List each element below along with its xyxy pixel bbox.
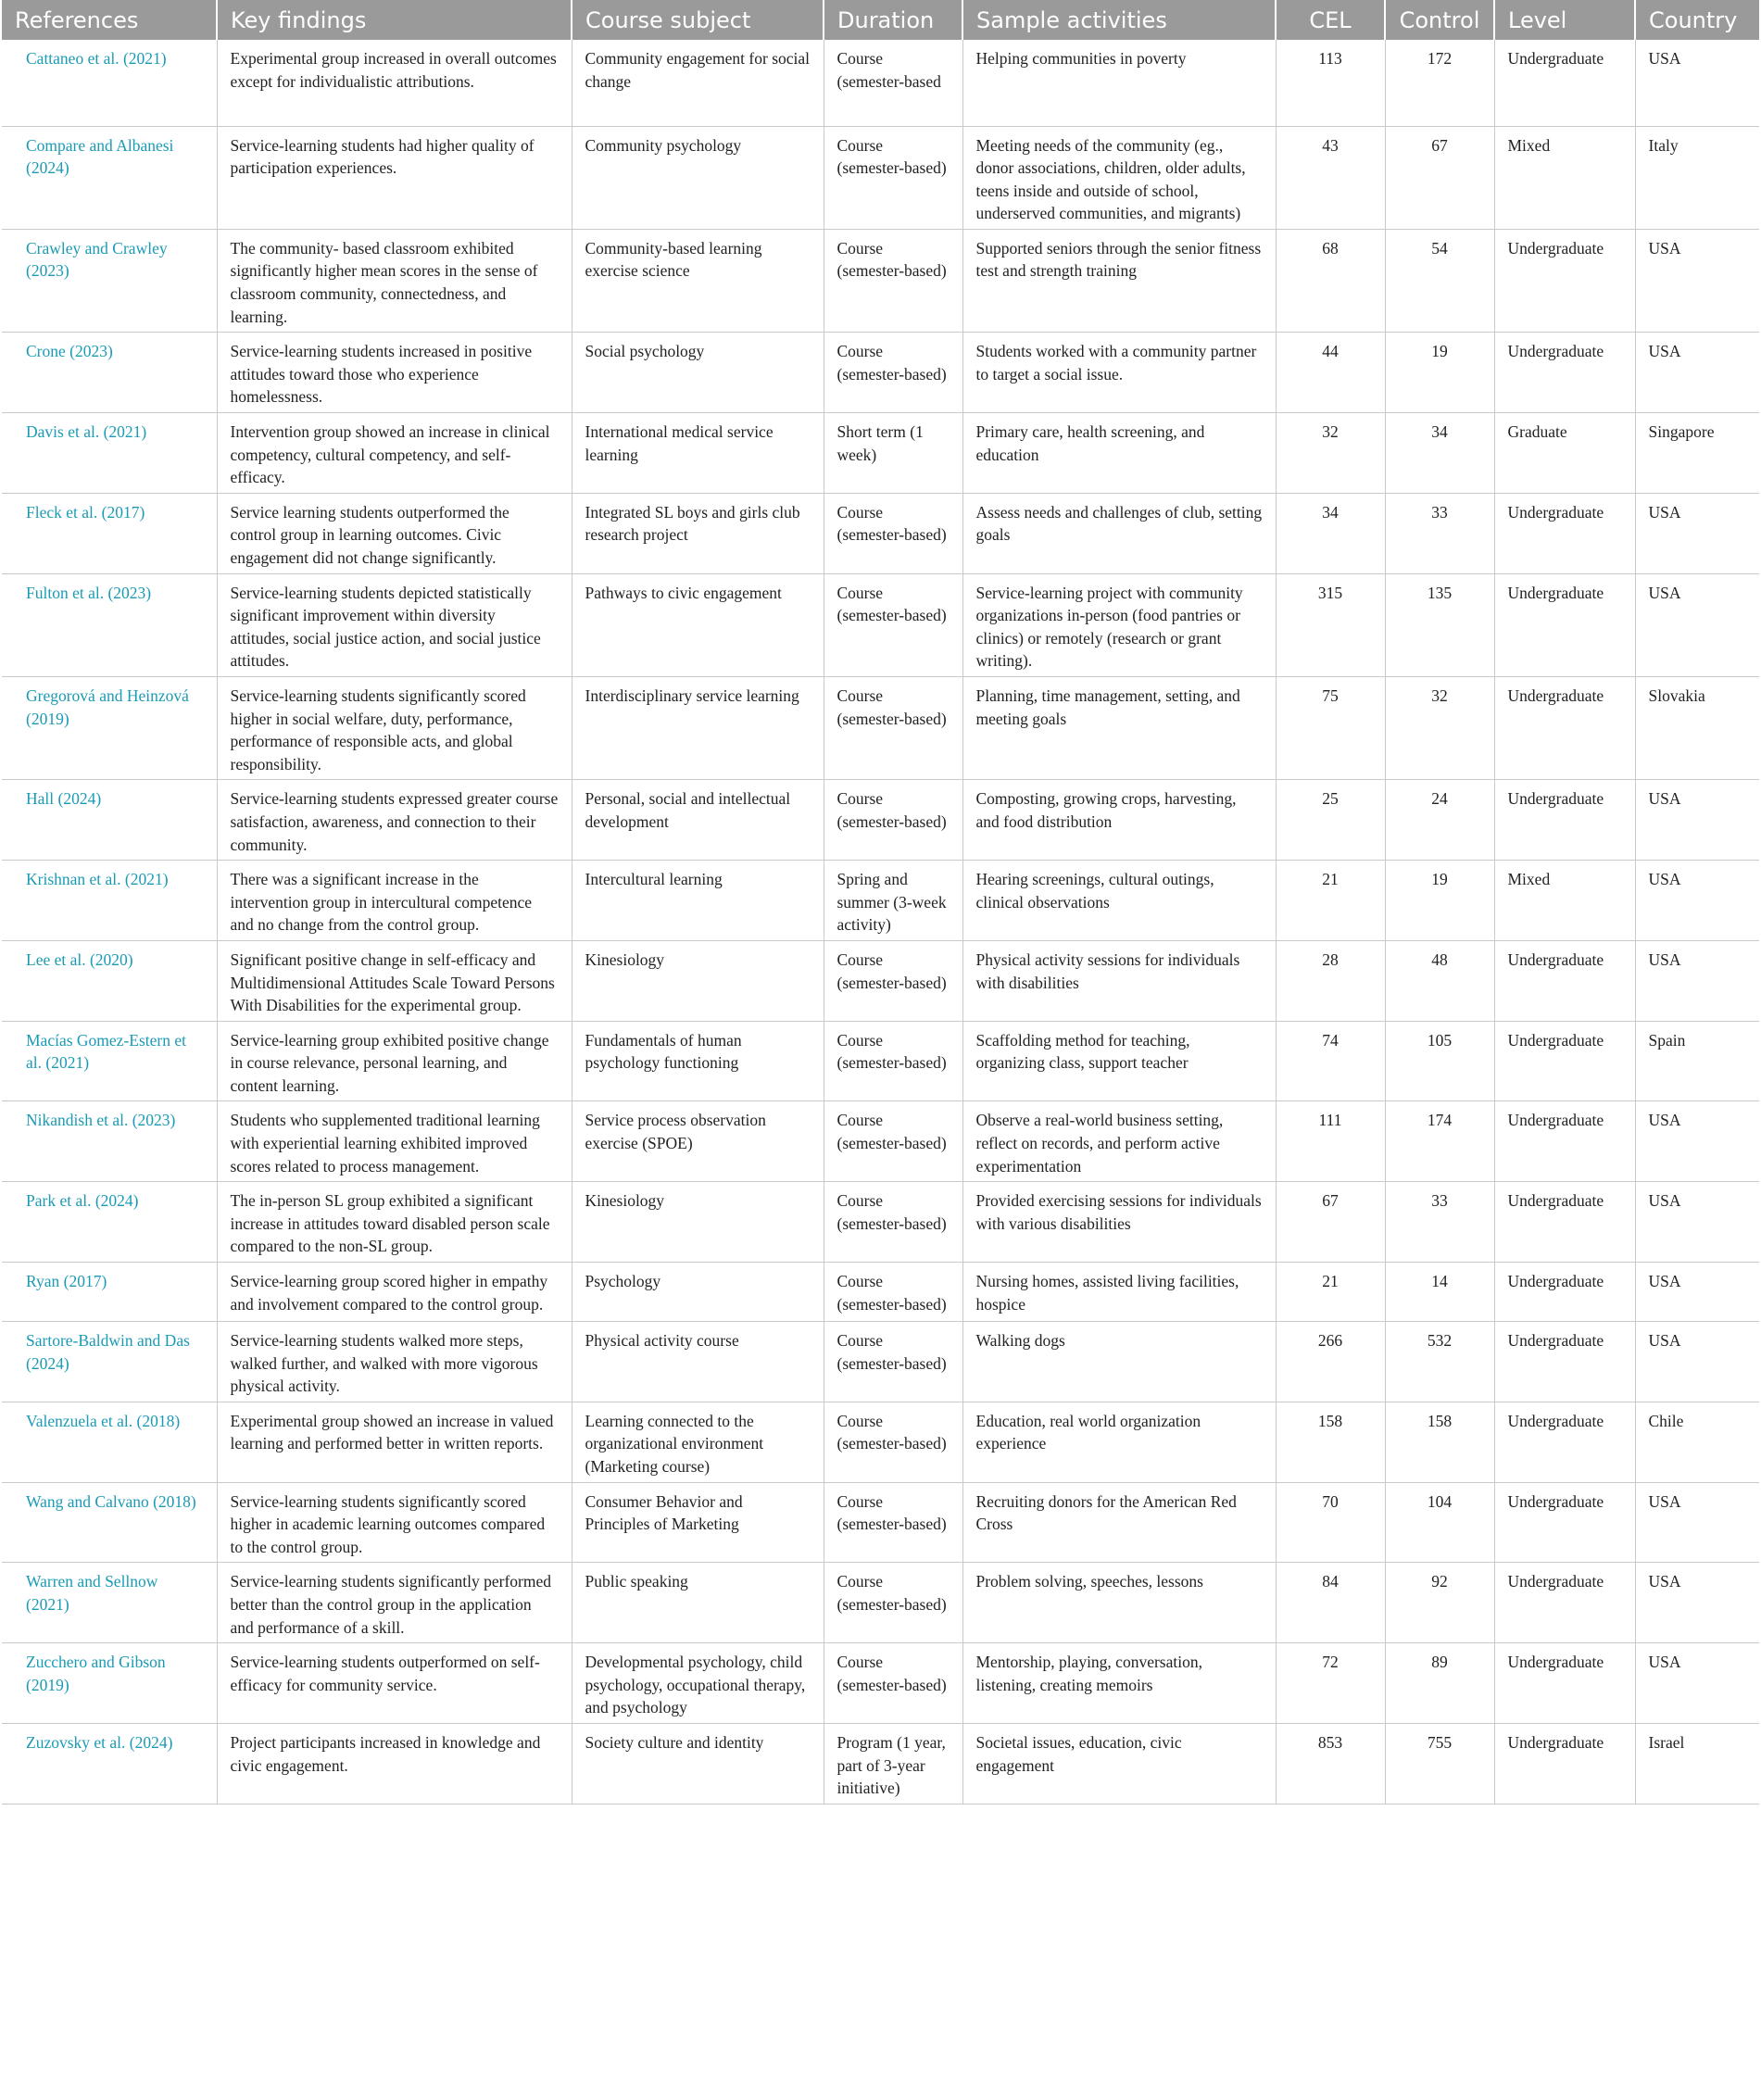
level-cell: Undergraduate [1494,1101,1635,1182]
duration-cell: Course (semester-based) [824,333,962,413]
country-cell: Italy [1635,126,1759,229]
table-row [2,676,1759,779]
level-cell: Undergraduate [1494,1482,1635,1563]
reference-link[interactable]: Zuzovsky et al. (2024) [2,1723,217,1804]
course-subject-cell: Kinesiology [572,940,824,1021]
studies-table-container [2,0,1759,1804]
header-key-findings: Key findings [217,0,572,40]
country-cell: USA [1635,1643,1759,1724]
sample-activities-cell: Mentorship, playing, conversation, listening, creating memoirs [962,1643,1276,1724]
reference-link[interactable]: Lee et al. (2020) [2,940,217,1021]
header-level: Level [1494,0,1635,40]
header-sample-activities: Sample activities [962,0,1276,40]
duration-cell: Course (semester-based [824,40,962,126]
duration-cell: Course (semester-based) [824,676,962,779]
table-row [2,861,1759,941]
reference-link[interactable]: Crawley and Crawley (2023) [2,229,217,332]
header-control: Control [1385,0,1494,40]
key-findings-cell: Service-learning students walked more steps, walked further, and walked with more vigorous physical activity. [217,1322,572,1402]
course-subject-cell: Society culture and identity [572,1723,824,1804]
cel-count-cell: 84 [1276,1563,1385,1643]
level-cell: Mixed [1494,126,1635,229]
key-findings-cell: Project participants increased in knowledge and civic engagement. [217,1723,572,1804]
control-count-cell: 24 [1385,780,1494,861]
course-subject-cell: Psychology [572,1263,824,1322]
cel-count-cell: 32 [1276,413,1385,494]
sample-activities-cell: Students worked with a community partner to target a social issue. [962,333,1276,413]
key-findings-cell: Service-learning group exhibited positive change in course relevance, personal learning, and content learning. [217,1021,572,1101]
cel-count-cell: 111 [1276,1101,1385,1182]
control-count-cell: 135 [1385,573,1494,676]
reference-link[interactable]: Fulton et al. (2023) [2,573,217,676]
cel-count-cell: 75 [1276,676,1385,779]
cel-count-cell: 70 [1276,1482,1385,1563]
course-subject-cell: Physical activity course [572,1322,824,1402]
table-row [2,1322,1759,1402]
table-row [2,1563,1759,1643]
level-cell: Undergraduate [1494,676,1635,779]
level-cell: Undergraduate [1494,1182,1635,1263]
level-cell: Graduate [1494,413,1635,494]
level-cell: Undergraduate [1494,1563,1635,1643]
course-subject-cell: Community psychology [572,126,824,229]
cel-count-cell: 113 [1276,40,1385,126]
sample-activities-cell: Planning, time management, setting, and meeting goals [962,676,1276,779]
table-row [2,573,1759,676]
header-row [2,0,1759,40]
control-count-cell: 532 [1385,1322,1494,1402]
sample-activities-cell: Physical activity sessions for individuals with disabilities [962,940,1276,1021]
control-count-cell: 14 [1385,1263,1494,1322]
duration-cell: Course (semester-based) [824,229,962,332]
key-findings-cell: Students who supplemented traditional learning with experiential learning exhibited improved scores related to process management. [217,1101,572,1182]
header-cel: CEL [1276,0,1385,40]
course-subject-cell: Fundamentals of human psychology functioning [572,1021,824,1101]
control-count-cell: 19 [1385,333,1494,413]
level-cell: Undergraduate [1494,1643,1635,1724]
level-cell: Undergraduate [1494,40,1635,126]
course-subject-cell: Community engagement for social change [572,40,824,126]
control-count-cell: 89 [1385,1643,1494,1724]
key-findings-cell: Service-learning students expressed greater course satisfaction, awareness, and connection to their community. [217,780,572,861]
control-count-cell: 33 [1385,1182,1494,1263]
key-findings-cell: The community- based classroom exhibited significantly higher mean scores in the sense of classroom community, connectedness, and learning. [217,229,572,332]
reference-link[interactable]: Gregorová and Heinzová (2019) [2,676,217,779]
header-country: Country [1635,0,1759,40]
control-count-cell: 755 [1385,1723,1494,1804]
country-cell: USA [1635,861,1759,941]
level-cell: Undergraduate [1494,573,1635,676]
table-row [2,1263,1759,1322]
sample-activities-cell: Hearing screenings, cultural outings, clinical observations [962,861,1276,941]
sample-activities-cell: Nursing homes, assisted living facilities, hospice [962,1263,1276,1322]
control-count-cell: 92 [1385,1563,1494,1643]
sample-activities-cell: Societal issues, education, civic engagement [962,1723,1276,1804]
country-cell: Slovakia [1635,676,1759,779]
table-row [2,940,1759,1021]
key-findings-cell: There was a significant increase in the intervention group in intercultural competence and no change from the control group. [217,861,572,941]
control-count-cell: 158 [1385,1402,1494,1482]
course-subject-cell: Community-based learning exercise science [572,229,824,332]
course-subject-cell: Consumer Behavior and Principles of Marketing [572,1482,824,1563]
sample-activities-cell: Primary care, health screening, and education [962,413,1276,494]
table-row [2,333,1759,413]
reference-link[interactable]: Macías Gomez-Estern et al. (2021) [2,1021,217,1101]
reference-link[interactable]: Fleck et al. (2017) [2,493,217,573]
control-count-cell: 54 [1385,229,1494,332]
duration-cell: Course (semester-based) [824,1402,962,1482]
duration-cell: Course (semester-based) [824,940,962,1021]
course-subject-cell: Service process observation exercise (SPOE) [572,1101,824,1182]
cel-count-cell: 68 [1276,229,1385,332]
cel-count-cell: 44 [1276,333,1385,413]
sample-activities-cell: Problem solving, speeches, lessons [962,1563,1276,1643]
reference-link[interactable]: Cattaneo et al. (2021) [2,40,217,126]
table-row [2,1482,1759,1563]
country-cell: USA [1635,573,1759,676]
duration-cell: Course (semester-based) [824,780,962,861]
control-count-cell: 105 [1385,1021,1494,1101]
country-cell: USA [1635,1322,1759,1402]
table-row [2,229,1759,332]
duration-cell: Short term (1 week) [824,413,962,494]
duration-cell: Course (semester-based) [824,1322,962,1402]
sample-activities-cell: Composting, growing crops, harvesting, and food distribution [962,780,1276,861]
key-findings-cell: Service-learning students depicted statistically significant improvement within diversity attitudes, social justice action, and social justice attitudes. [217,573,572,676]
duration-cell: Program (1 year, part of 3-year initiative) [824,1723,962,1804]
cel-count-cell: 21 [1276,861,1385,941]
course-subject-cell: International medical service learning [572,413,824,494]
reference-link[interactable]: Hall (2024) [2,780,217,861]
cel-count-cell: 158 [1276,1402,1385,1482]
sample-activities-cell: Assess needs and challenges of club, setting goals [962,493,1276,573]
sample-activities-cell: Service-learning project with community organizations in-person (food pantries or clinics) or remotely (research or grant writing). [962,573,1276,676]
table-body [2,40,1759,1804]
key-findings-cell: The in-person SL group exhibited a significant increase in attitudes toward disabled person scale compared to the non-SL group. [217,1182,572,1263]
table-row [2,1402,1759,1482]
country-cell: Spain [1635,1021,1759,1101]
sample-activities-cell: Scaffolding method for teaching, organizing class, support teacher [962,1021,1276,1101]
table-row [2,1021,1759,1101]
country-cell: Singapore [1635,413,1759,494]
key-findings-cell: Service-learning students increased in positive attitudes toward those who experience homelessness. [217,333,572,413]
duration-cell: Course (semester-based) [824,126,962,229]
sample-activities-cell: Recruiting donors for the American Red Cross [962,1482,1276,1563]
duration-cell: Course (semester-based) [824,1643,962,1724]
duration-cell: Course (semester-based) [824,1021,962,1101]
header-duration: Duration [824,0,962,40]
cel-count-cell: 853 [1276,1723,1385,1804]
sample-activities-cell: Helping communities in poverty [962,40,1276,126]
duration-cell: Course (semester-based) [824,493,962,573]
table-row [2,1723,1759,1804]
reference-link[interactable]: Nikandish et al. (2023) [2,1101,217,1182]
reference-link[interactable]: Krishnan et al. (2021) [2,861,217,941]
sample-activities-cell: Provided exercising sessions for individuals with various disabilities [962,1182,1276,1263]
studies-table [2,0,1759,1804]
reference-link[interactable]: Zucchero and Gibson (2019) [2,1643,217,1724]
country-cell: USA [1635,493,1759,573]
control-count-cell: 174 [1385,1101,1494,1182]
country-cell: USA [1635,940,1759,1021]
course-subject-cell: Public speaking [572,1563,824,1643]
cel-count-cell: 34 [1276,493,1385,573]
cel-count-cell: 315 [1276,573,1385,676]
cel-count-cell: 266 [1276,1322,1385,1402]
country-cell: USA [1635,1101,1759,1182]
country-cell: USA [1635,1263,1759,1322]
cel-count-cell: 25 [1276,780,1385,861]
reference-link[interactable]: Davis et al. (2021) [2,413,217,494]
cel-count-cell: 74 [1276,1021,1385,1101]
control-count-cell: 67 [1385,126,1494,229]
header-references: References [2,0,217,40]
control-count-cell: 19 [1385,861,1494,941]
course-subject-cell: Social psychology [572,333,824,413]
key-findings-cell: Significant positive change in self-efficacy and Multidimensional Attitudes Scale Toward Persons With Disabilities for the experimental group. [217,940,572,1021]
key-findings-cell: Service-learning students significantly scored higher in academic learning outcomes compared to the control group. [217,1482,572,1563]
header-course-subject: Course subject [572,0,824,40]
course-subject-cell: Integrated SL boys and girls club research project [572,493,824,573]
course-subject-cell: Learning connected to the organizational environment (Marketing course) [572,1402,824,1482]
key-findings-cell: Intervention group showed an increase in clinical competency, cultural competency, and self-efficacy. [217,413,572,494]
level-cell: Mixed [1494,861,1635,941]
reference-link[interactable]: Valenzuela et al. (2018) [2,1402,217,1482]
reference-link[interactable]: Sartore-Baldwin and Das (2024) [2,1322,217,1402]
sample-activities-cell: Observe a real-world business setting, reflect on records, and perform active experimentation [962,1101,1276,1182]
table-row [2,493,1759,573]
reference-link[interactable]: Park et al. (2024) [2,1182,217,1263]
table-row [2,413,1759,494]
sample-activities-cell: Meeting needs of the community (eg., donor associations, children, older adults, teens inside and outside of school, underserved communities, and migrants) [962,126,1276,229]
cel-count-cell: 67 [1276,1182,1385,1263]
control-count-cell: 172 [1385,40,1494,126]
control-count-cell: 32 [1385,676,1494,779]
key-findings-cell: Experimental group increased in overall outcomes except for individualistic attributions. [217,40,572,126]
key-findings-cell: Service learning students outperformed the control group in learning outcomes. Civic engagement did not change significantly. [217,493,572,573]
cel-count-cell: 28 [1276,940,1385,1021]
key-findings-cell: Service-learning students outperformed on self-efficacy for community service. [217,1643,572,1724]
reference-link[interactable]: Warren and Sellnow (2021) [2,1563,217,1643]
course-subject-cell: Intercultural learning [572,861,824,941]
level-cell: Undergraduate [1494,780,1635,861]
duration-cell: Course (semester-based) [824,573,962,676]
sample-activities-cell: Supported seniors through the senior fitness test and strength training [962,229,1276,332]
control-count-cell: 33 [1385,493,1494,573]
key-findings-cell: Service-learning students significantly performed better than the control group in the application and performance of a skill. [217,1563,572,1643]
country-cell: USA [1635,1482,1759,1563]
country-cell: USA [1635,780,1759,861]
reference-link[interactable]: Crone (2023) [2,333,217,413]
level-cell: Undergraduate [1494,229,1635,332]
duration-cell: Course (semester-based) [824,1101,962,1182]
country-cell: Israel [1635,1723,1759,1804]
country-cell: USA [1635,333,1759,413]
level-cell: Undergraduate [1494,1402,1635,1482]
country-cell: USA [1635,40,1759,126]
control-count-cell: 34 [1385,413,1494,494]
key-findings-cell: Service-learning group scored higher in empathy and involvement compared to the control group. [217,1263,572,1322]
duration-cell: Course (semester-based) [824,1182,962,1263]
duration-cell: Course (semester-based) [824,1482,962,1563]
cel-count-cell: 21 [1276,1263,1385,1322]
country-cell: USA [1635,1563,1759,1643]
sample-activities-cell: Walking dogs [962,1322,1276,1402]
country-cell: Chile [1635,1402,1759,1482]
control-count-cell: 104 [1385,1482,1494,1563]
table-row [2,780,1759,861]
course-subject-cell: Developmental psychology, child psychology, occupational therapy, and psychology [572,1643,824,1724]
course-subject-cell: Pathways to civic engagement [572,573,824,676]
duration-cell: Spring and summer (3-week activity) [824,861,962,941]
course-subject-cell: Interdisciplinary service learning [572,676,824,779]
reference-link[interactable]: Ryan (2017) [2,1263,217,1322]
sample-activities-cell: Education, real world organization experience [962,1402,1276,1482]
country-cell: USA [1635,229,1759,332]
control-count-cell: 48 [1385,940,1494,1021]
table-row [2,1643,1759,1724]
key-findings-cell: Service-learning students had higher quality of participation experiences. [217,126,572,229]
level-cell: Undergraduate [1494,1322,1635,1402]
duration-cell: Course (semester-based) [824,1563,962,1643]
level-cell: Undergraduate [1494,940,1635,1021]
duration-cell: Course (semester-based) [824,1263,962,1322]
cel-count-cell: 43 [1276,126,1385,229]
key-findings-cell: Experimental group showed an increase in valued learning and performed better in written reports. [217,1402,572,1482]
country-cell: USA [1635,1182,1759,1263]
cel-count-cell: 72 [1276,1643,1385,1724]
level-cell: Undergraduate [1494,1263,1635,1322]
level-cell: Undergraduate [1494,1723,1635,1804]
reference-link[interactable]: Wang and Calvano (2018) [2,1482,217,1563]
reference-link[interactable]: Compare and Albanesi (2024) [2,126,217,229]
level-cell: Undergraduate [1494,1021,1635,1101]
table-row [2,1182,1759,1263]
table-row [2,1101,1759,1182]
course-subject-cell: Personal, social and intellectual development [572,780,824,861]
level-cell: Undergraduate [1494,333,1635,413]
level-cell: Undergraduate [1494,493,1635,573]
key-findings-cell: Service-learning students significantly scored higher in social welfare, duty, performance, performance of responsible acts, and global responsibility. [217,676,572,779]
course-subject-cell: Kinesiology [572,1182,824,1263]
table-row [2,126,1759,229]
table-row [2,40,1759,126]
